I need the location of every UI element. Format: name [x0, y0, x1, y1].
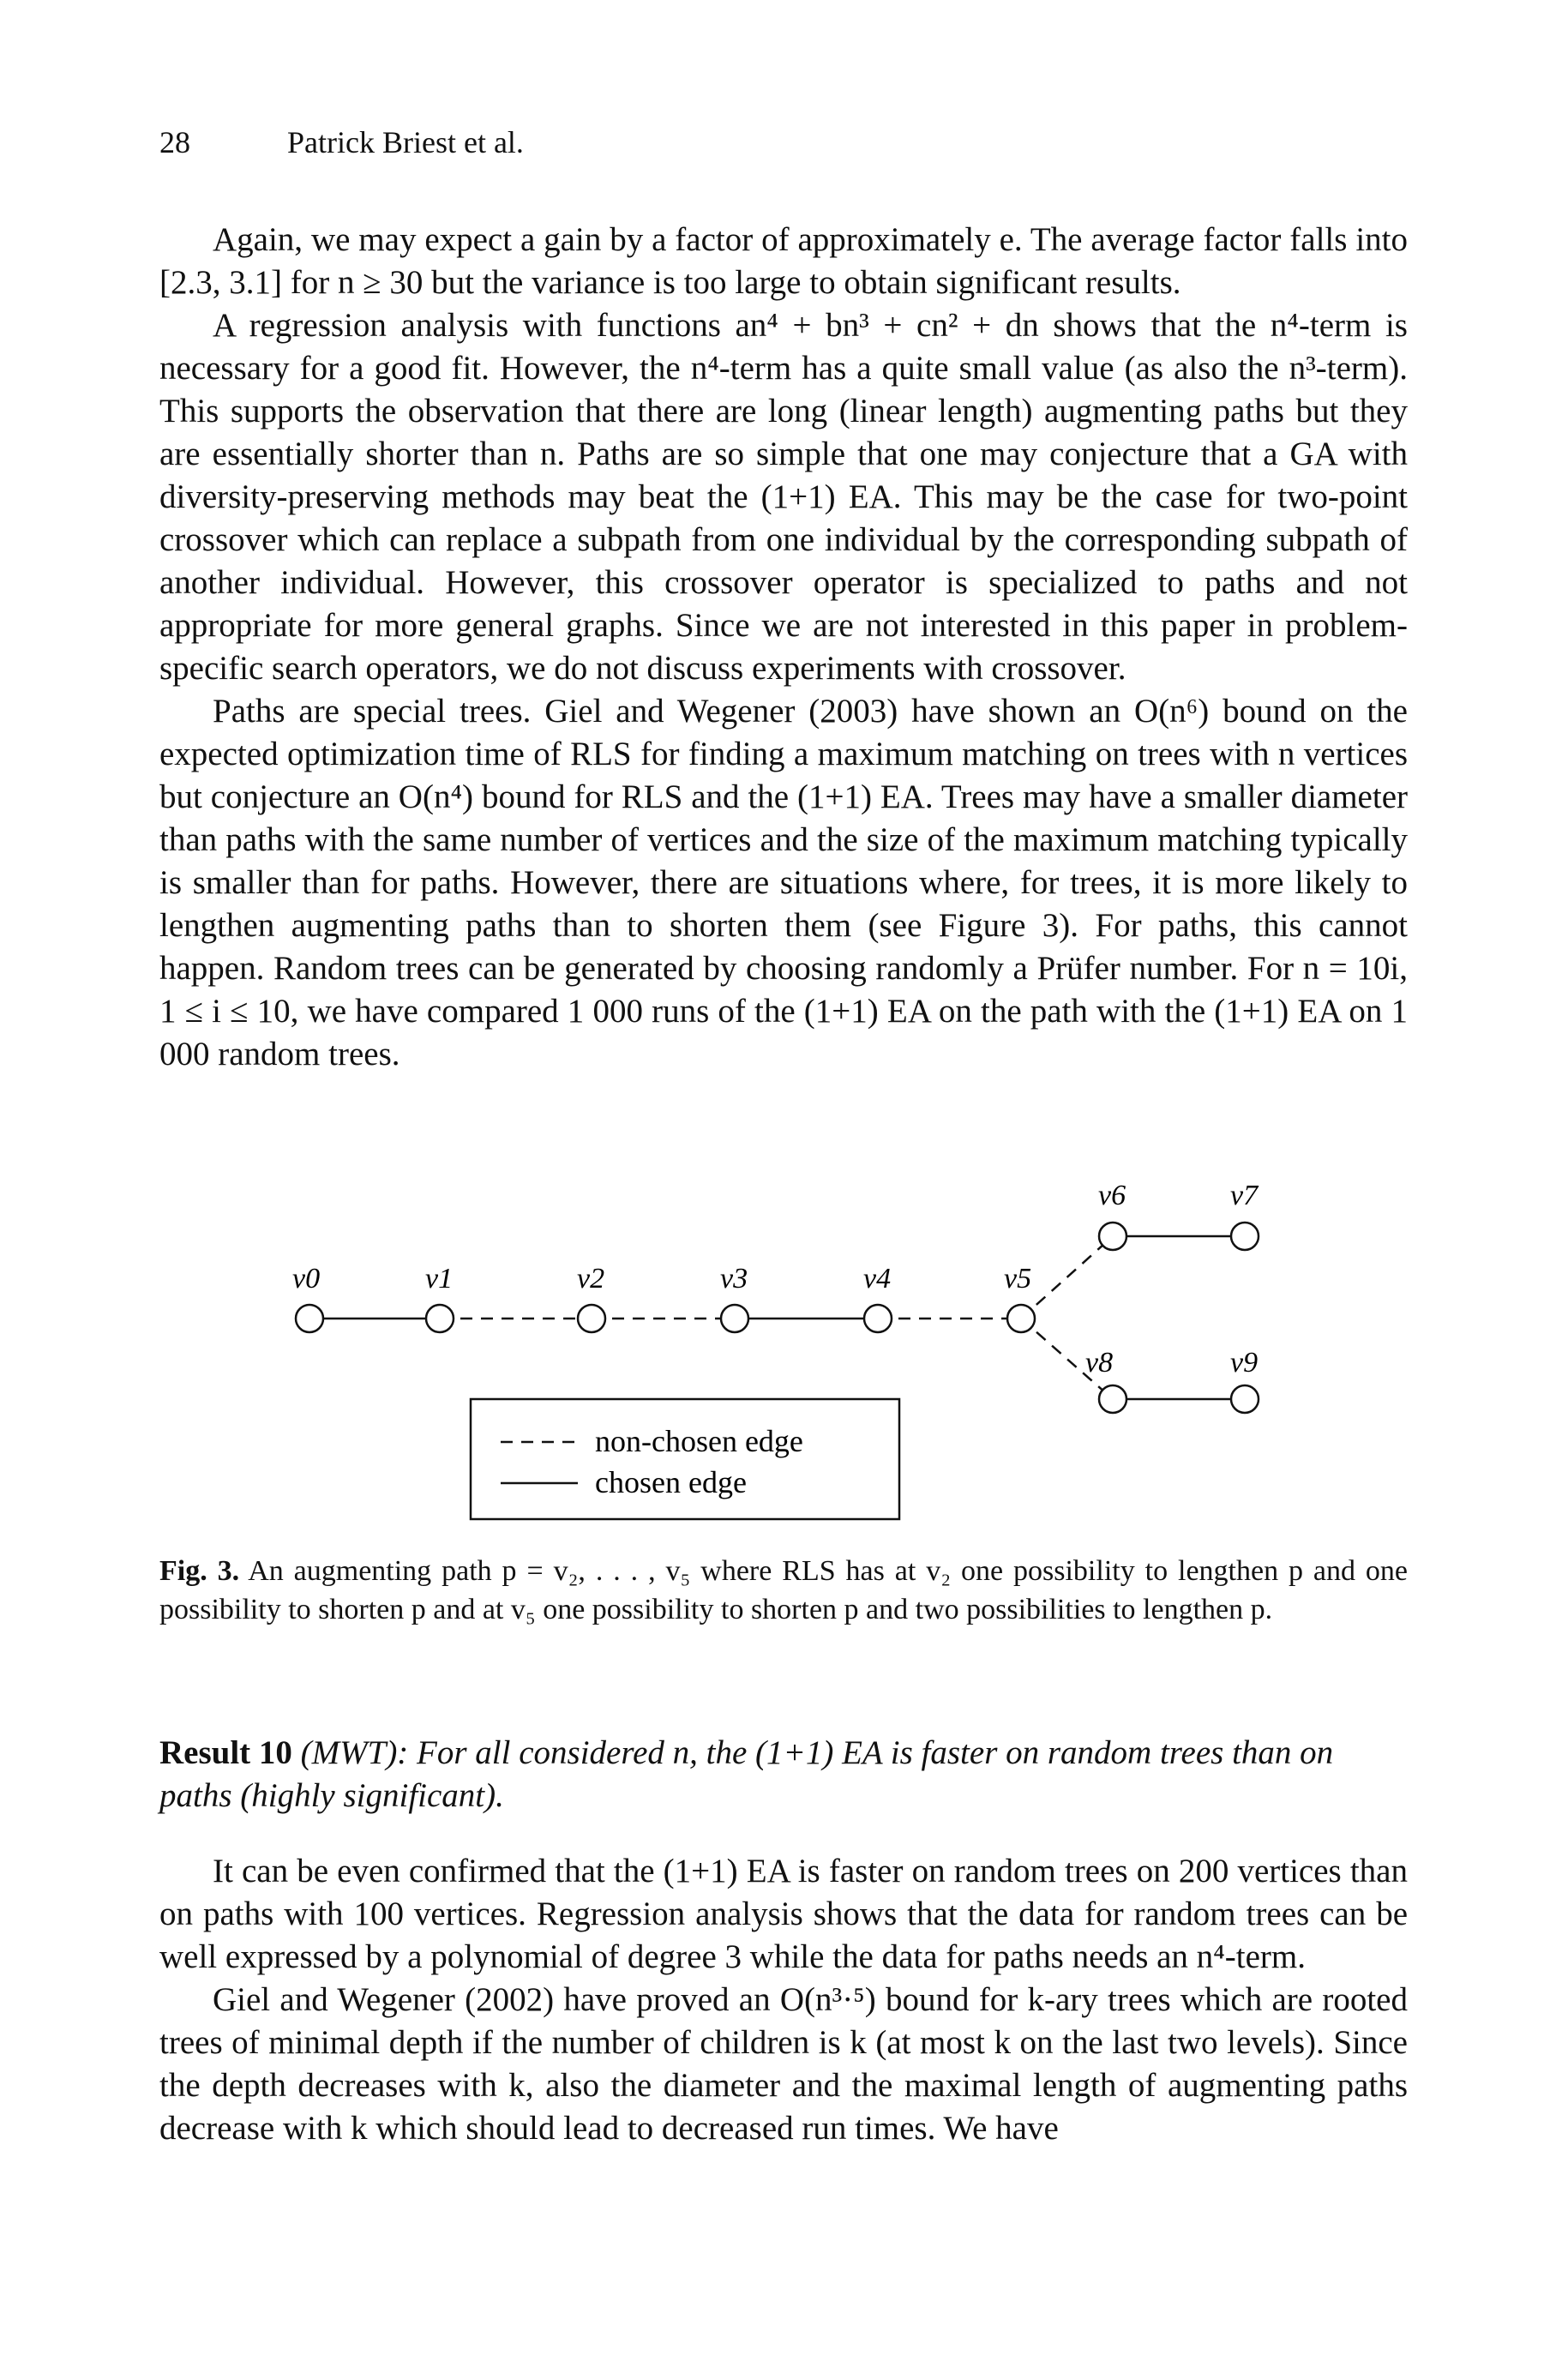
page-number: 28 [159, 125, 190, 159]
result-text: (MWT): For all considered n, the (1+1) EA is faster on random trees than on paths (highly significant). [159, 1734, 1334, 1814]
legend-box [471, 1399, 899, 1519]
result-statement [159, 1732, 1408, 1817]
legend-solid-label: chosen edge [595, 1465, 747, 1499]
figure-svg [159, 1174, 1408, 1535]
label-v2: v2 [577, 1263, 605, 1295]
node-v9 [1231, 1385, 1259, 1413]
paragraph-3: Paths are special trees. Giel and Wegener (2003) have shown an O(n⁶) bound on the expected optimization time of RLS for finding a maximum matching on trees with n vertices but conjecture an O(n⁴) bound for RLS and the (1+1) EA. Trees may have a smaller diameter than paths with the same number of vertices and the size of the maximum matching typically is smaller than for paths. However, there are situations where, for trees, it is more likely to lengthen augmenting paths than to shorten them (see Figure 3). For paths, this cannot happen. Random trees can be generated by choosing randomly a Prüfer number. For n = 10i, 1 ≤ i ≤ 10, we have compared 1 000 runs of the (1+1) EA on the path with the (1+1) EA on 1 000 random trees. [159, 693, 1408, 1072]
label-v1: v1 [425, 1263, 454, 1295]
node-v1 [426, 1305, 454, 1332]
node-v7 [1231, 1223, 1259, 1250]
label-v8: v8 [1085, 1347, 1114, 1379]
paragraph-1: Again, we may expect a gain by a factor of approximately e. The average factor falls into [2.3, 3.1] for n ≥ 30 but the variance is too large to obtain significant results. [159, 221, 1408, 301]
node-v8 [1099, 1385, 1126, 1413]
label-v3: v3 [720, 1263, 748, 1295]
label-v7: v7 [1230, 1180, 1259, 1211]
node-v2 [578, 1305, 605, 1332]
node-v0 [296, 1305, 323, 1332]
body-text-top [159, 219, 1408, 1076]
paragraph-2: A regression analysis with functions an⁴ + bn³ + cn² + dn shows that the n⁴-term is necessary for a good fit. However, the n⁴-term has a quite small value (as also the n³-term). This supports the observation that there are long (linear length) augmenting paths but they are essentially shorter than n. Paths are so simple that one may conjecture that a GA with diversity-preserving methods may beat the (1+1) EA. This may be the case for two-point crossover which can replace a subpath from one individual by the corresponding subpath of another individual. However, this crossover operator is specialized to paths and not appropriate for more general graphs. Since we are not interested in this paper in problem-specific search operators, we do not discuss experiments with crossover. [159, 307, 1408, 687]
edge-v5-v6 [1021, 1236, 1113, 1319]
legend-dashed-label: non-chosen edge [595, 1424, 803, 1458]
label-v9: v9 [1230, 1347, 1259, 1379]
paragraph-4: It can be even confirmed that the (1+1) EA is faster on random trees on 200 vertices than on paths with 100 vertices. Regression analysis shows that the data for random trees can be well expressed by a polynomial of degree 3 while the data for paths needs an n⁴-term. [159, 1853, 1408, 1975]
figure-caption [159, 1552, 1408, 1629]
body-text-bottom [159, 1850, 1408, 2150]
paragraph-5: Giel and Wegener (2002) have proved an O(n³·⁵) bound for k-ary trees which are rooted trees of minimal depth if the number of children is k (at most k on the last two levels). Since the depth decreases with k, also the diameter and the maximal length of augmenting paths decrease with k which should lead to decreased run times. We have [159, 1981, 1408, 2147]
label-v0: v0 [292, 1263, 321, 1295]
node-v6 [1099, 1223, 1126, 1250]
running-author: Patrick Briest et al. [287, 125, 524, 159]
page-header [159, 124, 524, 160]
node-v4 [864, 1305, 892, 1332]
label-v4: v4 [863, 1263, 892, 1295]
node-v5 [1007, 1305, 1035, 1332]
caption-text: An augmenting path p = v₂, . . . , v₅ where RLS has at v₂ one possibility to lengthen p and one possibility to shorten p and at v₅ one possibility to shorten p and two possibilities to lengthen p. [159, 1555, 1409, 1625]
figure-augmenting-path [159, 1174, 1408, 1535]
label-v6: v6 [1098, 1180, 1126, 1211]
caption-label: Fig. 3. [159, 1555, 240, 1587]
label-v5: v5 [1004, 1263, 1032, 1295]
node-v3 [721, 1305, 748, 1332]
result-label: Result 10 [159, 1734, 292, 1771]
